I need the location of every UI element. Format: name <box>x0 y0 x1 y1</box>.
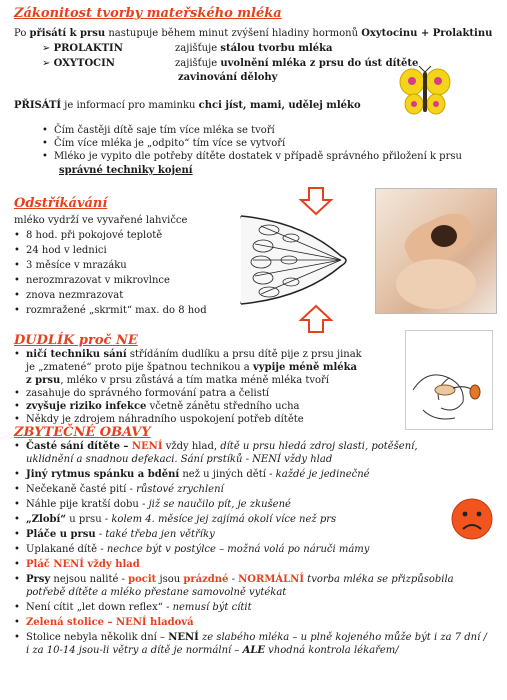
list-item <box>14 400 304 413</box>
list-item: • Mléko je vypito dle potřeby dítěte dostatek v případě správného přiložení k prsu <box>42 150 462 163</box>
prolactin-label: PROLAKTIN <box>53 43 123 54</box>
pacifier-b1-b: střídáním dudlíku a prsu dítě pije z prsu jinak <box>126 349 362 360</box>
section-title-pacifier: DUDLÍK proč NE <box>14 333 138 348</box>
list-item: • Někdy je zdrojem náhradního uspokojení potřeb dítěte <box>14 413 304 426</box>
worry-6-a: Pláče u prsu <box>26 529 96 540</box>
worry-1-f: NENÍ vždy hlad <box>252 454 333 465</box>
pacifier-b1-e: z prsu <box>26 375 61 386</box>
worry-3-b: růstové zrychlení <box>136 484 224 495</box>
pacifier-b1-a: ničí techniku sání <box>26 349 127 360</box>
worry-12-d: i za 10-14 jsou-li větry a dítě je normální – <box>26 645 243 656</box>
worry-4-b: již se naučilo pít, je zkušené <box>148 499 291 510</box>
pacifier-bullets <box>14 387 304 426</box>
worry-9-g: NORMÁLNÍ <box>238 574 304 585</box>
pacifier-bullet-1: • ničí techniku sání střídáním dudlíku a prsu dítě pije z prsu jinak <box>14 349 362 360</box>
worry-6-c: také třeba jen větříky <box>105 529 215 540</box>
worry-9-b: nejsou nalité - <box>50 574 129 585</box>
worry-1-c: vždy hlad, <box>162 441 221 452</box>
worry-9-f: - <box>228 574 239 585</box>
list-item: • nerozmrazovat v mikrovlnce <box>14 273 207 288</box>
pacifier-b1-f: , mléko v prsu zůstává a tím matka méně mléka tvoří <box>60 375 329 386</box>
info-text-c: chci jíst, mami, udělej mléko <box>198 100 361 111</box>
section-title-worries: ZBYTEČNÉ OBAVY <box>14 425 151 440</box>
info-line <box>14 99 361 112</box>
butterfly-icon <box>398 66 452 118</box>
worry-7-b: nechce být v postýlce – možná volá po náruči mámy <box>106 544 370 555</box>
info-text-b: je informací pro maminku <box>61 100 199 111</box>
list-item: • Pláč NENÍ vždy hlad <box>14 559 140 570</box>
pacifier-b1-d: vypije méně mléka <box>252 362 358 373</box>
arrow-right-icon: ➢ <box>42 58 51 69</box>
intro-text-c: nastupuje během minut zvýšení hladiny hormonů <box>105 28 362 39</box>
worry-3-a: Nečekaně časté pití - <box>26 484 137 495</box>
worry-9-d: jsou <box>156 574 184 585</box>
worry-12-f: vhodná kontrola lékařem/ <box>265 645 399 656</box>
worry-2-b: než u jiných dětí - <box>179 469 276 480</box>
list-item: • Nečekaně časté pití - růstové zrychlení <box>14 484 224 495</box>
worry-9-i: potřebě dítěte a mléko přestane samovolně vytékat <box>26 587 287 598</box>
list-item: • rozmražené „skrmit“ max. do 8 hod <box>14 303 207 318</box>
list-item: • Není cítit „let down reflex“ - nemusí být cítit <box>14 602 252 613</box>
worry-1-d: dítě u prsu hledá zdroj slasti, potěšení, <box>220 441 418 452</box>
suction-bullets <box>42 124 462 163</box>
info-text-a: PŘISÁTÍ <box>14 100 62 111</box>
expressing-lead: mléko vydrží ve vyvařené lahvičce <box>14 215 188 226</box>
section-title-milk-production: Zákonitost tvorby mateřského mléka <box>14 6 282 21</box>
list-item: • Zelená stolice – NENÍ hladová <box>14 617 194 628</box>
section-title-expressing: Odstříkávání <box>14 196 108 211</box>
list-item: • 24 hod v lednici <box>14 243 207 258</box>
worry-9-h: tvorba mléka se přizpůsobila <box>304 574 454 585</box>
prolactin-desc-b: stálou tvorbu mléka <box>220 43 333 54</box>
expressing-list <box>14 228 207 318</box>
worry-12-b: NENÍ <box>168 632 199 643</box>
oxytocin-desc <box>175 57 418 70</box>
worry-9-c: pocit <box>128 574 157 585</box>
list-item: • Stolice nebyla několik dní – NENÍ ze slabého mléka – u plně kojeného může být i za 7 dní / <box>14 632 487 643</box>
worry-12-e: ALE <box>242 645 265 656</box>
worry-5-b: u prsu - <box>66 514 112 525</box>
worry-6-b: - <box>95 529 106 540</box>
pacifier-bullet-1-cont2 <box>26 374 329 387</box>
worries-list <box>14 440 487 657</box>
list-item: • Náhle pije kratší dobu - již se naučilo pít, je zkušené <box>14 499 291 510</box>
worry-12-a: Stolice nebyla několik dní – <box>26 632 169 643</box>
sad-face-icon <box>450 497 494 541</box>
prolactin-desc <box>175 42 333 55</box>
worry-2-a: Jiný rytmus spánku a bdění <box>26 469 180 480</box>
pacifier-diagram-illustration <box>405 330 493 430</box>
worry-4-a: Náhle pije kratší dobu - <box>26 499 149 510</box>
list-item: • Čím více mléka je „odpito“ tím více se vytvoří <box>42 137 462 150</box>
list-item-cont <box>14 644 487 657</box>
worry-8: Pláč NENÍ vždy hlad <box>26 559 140 570</box>
list-item: • znova nezmrazovat <box>14 288 207 303</box>
oxytocin-line <box>42 57 115 70</box>
worry-2-c: každé je jedinečné <box>275 469 370 480</box>
worry-7-a: Uplakané dítě - <box>26 544 107 555</box>
intro-line <box>14 27 492 40</box>
worry-5-a: „Zlobí“ <box>26 514 67 525</box>
oxytocin-desc-c: zavinování dělohy <box>178 72 278 83</box>
worry-1-e: uklidnění a snadnou defekaci. Sání prstíků - <box>26 454 253 465</box>
list-item: • Pláče u prsu - také třeba jen větříky <box>14 529 215 540</box>
list-item-cont <box>14 453 487 466</box>
list-item: • Uplakané dítě - nechce být v postýlce – možná volá po náruči mámy <box>14 544 370 555</box>
arrow-right-icon: ➢ <box>42 43 51 54</box>
pacifier-b3-b: včetně zánětu středního ucha <box>146 401 300 412</box>
worry-12-c: ze slabého mléka – u plně kojeného může být i za 7 dní / <box>198 632 487 643</box>
oxytocin-desc-b: uvolnění mléka z prsu do úst dítěte <box>220 58 419 69</box>
worry-5-c: kolem 4. měsíce jej zajímá okolí více než prs <box>111 514 337 525</box>
worry-9-e: prázdné <box>183 574 229 585</box>
prolactin-line <box>42 42 123 55</box>
intro-text-d: Oxytocinu + Prolaktinu <box>361 28 493 39</box>
worry-9-a: Prsy <box>26 574 51 585</box>
list-item: • Prsy nejsou nalité - pocit jsou prázdné - NORMÁLNÍ tvorba mléka se přizpůsobila <box>14 574 454 585</box>
list-item: • zasahuje do správného formování patra a čelistí <box>14 387 304 400</box>
pacifier-b1-c: je „zmatené“ proto pije špatnou technikou a <box>26 362 253 373</box>
list-item: • Čím častěji dítě saje tím více mléka se tvoří <box>42 124 462 137</box>
intro-text-b: přisátí k prsu <box>29 28 106 39</box>
list-item: • „Zlobí“ u prsu - kolem 4. měsíce jej zajímá okolí více než prs <box>14 514 337 525</box>
pacifier-bullet-1-cont <box>26 361 357 374</box>
correct-technique-text: správné techniky kojení <box>59 165 193 176</box>
breast-diagram-illustration <box>233 186 367 334</box>
worry-1-b: NENÍ <box>131 441 163 452</box>
list-item: • Jiný rytmus spánku a bdění než u jiných dětí - každé je jedinečné <box>14 469 370 480</box>
hand-expressing-photo <box>375 188 497 314</box>
list-item: • 8 hod. při pokojové teplotě <box>14 228 207 243</box>
pacifier-b3-a: zvyšuje riziko infekce <box>26 401 147 412</box>
oxytocin-label: OXYTOCIN <box>53 58 115 69</box>
worry-10-a: Není cítit „let down reflex“ - <box>26 602 173 613</box>
worry-11: Zelená stolice – NENÍ hladová <box>26 617 194 628</box>
worry-10-b: nemusí být cítit <box>172 602 252 613</box>
list-item: • Časté sání dítěte – NENÍ vždy hlad, dítě u prsu hledá zdroj slasti, potěšení, <box>14 441 418 452</box>
list-item: • 3 měsíce v mrazáku <box>14 258 207 273</box>
intro-text-a: Po <box>14 28 30 39</box>
prolactin-desc-a: zajišťuje <box>175 43 221 54</box>
oxytocin-desc-a: zajišťuje <box>175 58 221 69</box>
worry-1-a: Časté sání dítěte – <box>26 441 132 452</box>
